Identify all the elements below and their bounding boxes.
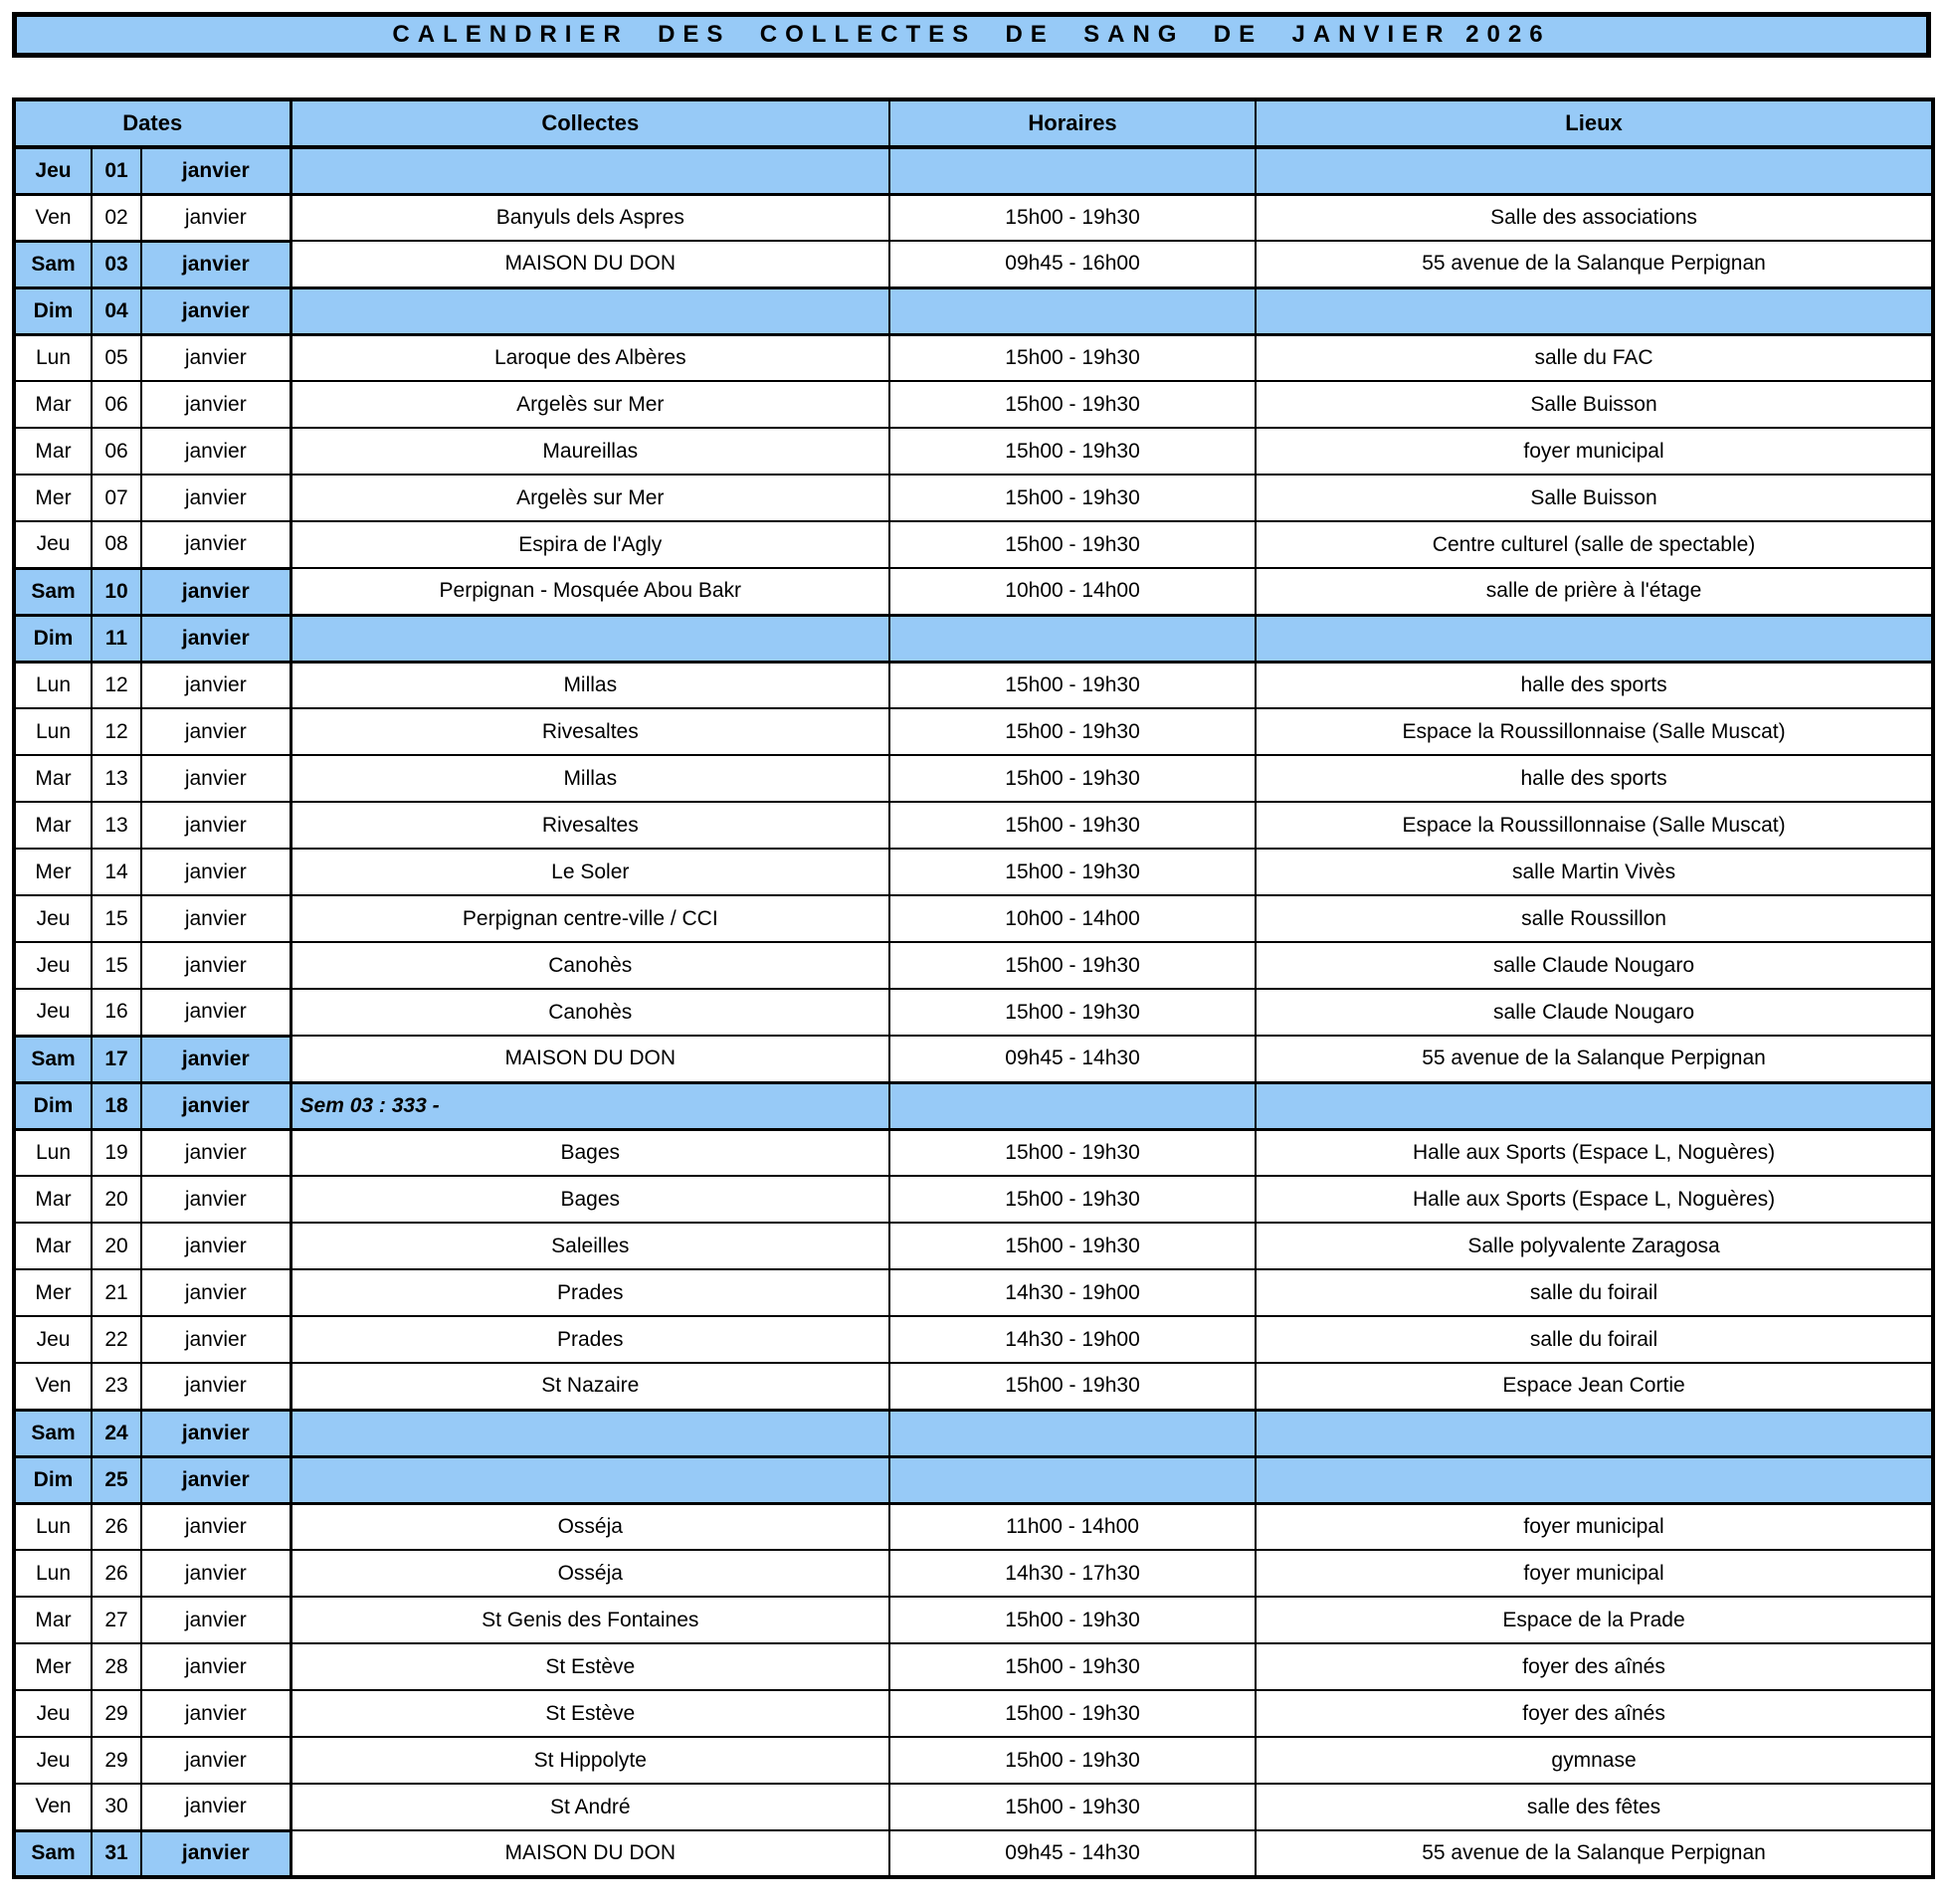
table-row xyxy=(14,1830,1933,1877)
collecte-cell: MAISON DU DON xyxy=(291,1036,889,1082)
horaire-cell: 11h00 - 14h00 xyxy=(889,1503,1256,1550)
collecte-cell: St Genis des Fontaines xyxy=(291,1597,889,1643)
day-cell: Ven xyxy=(14,1363,92,1410)
horaire-cell: 09h45 - 14h30 xyxy=(889,1036,1256,1082)
lieu-cell: Halle aux Sports (Espace L, Noguères) xyxy=(1256,1129,1933,1176)
table-row xyxy=(14,1363,1933,1410)
month-cell: janvier xyxy=(141,989,291,1036)
horaire-cell: 10h00 - 14h00 xyxy=(889,895,1256,942)
lieu-cell xyxy=(1256,1082,1933,1129)
lieu-cell xyxy=(1256,147,1933,194)
collecte-cell: Banyuls dels Aspres xyxy=(291,194,889,241)
table-row xyxy=(14,1456,1933,1503)
horaire-cell xyxy=(889,1410,1256,1456)
lieu-cell: Centre culturel (salle de spectable) xyxy=(1256,521,1933,568)
month-cell: janvier xyxy=(141,708,291,755)
date-number-cell: 26 xyxy=(92,1550,141,1597)
table-row xyxy=(14,1690,1933,1737)
day-cell: Jeu xyxy=(14,147,92,194)
day-cell: Dim xyxy=(14,1456,92,1503)
day-cell: Sam xyxy=(14,1036,92,1082)
month-cell: janvier xyxy=(141,1690,291,1737)
day-cell: Ven xyxy=(14,1784,92,1830)
date-number-cell: 29 xyxy=(92,1690,141,1737)
day-cell: Mar xyxy=(14,1223,92,1269)
table-row xyxy=(14,475,1933,521)
horaire-cell: 15h00 - 19h30 xyxy=(889,849,1256,895)
table-row xyxy=(14,942,1933,989)
lieu-cell: salle Claude Nougaro xyxy=(1256,942,1933,989)
header-lieux: Lieux xyxy=(1256,99,1933,147)
day-cell: Sam xyxy=(14,568,92,615)
lieu-cell: salle du foirail xyxy=(1256,1316,1933,1363)
table-row xyxy=(14,1176,1933,1223)
lieu-cell: salle du foirail xyxy=(1256,1269,1933,1316)
collecte-cell xyxy=(291,287,889,334)
day-cell: Jeu xyxy=(14,1316,92,1363)
horaire-cell: 15h00 - 19h30 xyxy=(889,1129,1256,1176)
table-row xyxy=(14,1223,1933,1269)
date-number-cell: 26 xyxy=(92,1503,141,1550)
lieu-cell xyxy=(1256,615,1933,662)
date-number-cell: 10 xyxy=(92,568,141,615)
table-row xyxy=(14,1503,1933,1550)
collecte-cell: Le Soler xyxy=(291,849,889,895)
month-cell: janvier xyxy=(141,1643,291,1690)
lieu-cell: salle du FAC xyxy=(1256,334,1933,381)
collecte-cell xyxy=(291,615,889,662)
table-body xyxy=(14,147,1933,1877)
month-cell: janvier xyxy=(141,895,291,942)
horaire-cell xyxy=(889,287,1256,334)
month-cell: janvier xyxy=(141,194,291,241)
day-cell: Mar xyxy=(14,381,92,428)
date-number-cell: 07 xyxy=(92,475,141,521)
month-cell: janvier xyxy=(141,1503,291,1550)
table-row xyxy=(14,849,1933,895)
collecte-cell: Bages xyxy=(291,1176,889,1223)
table-row xyxy=(14,1737,1933,1784)
date-number-cell: 27 xyxy=(92,1597,141,1643)
collecte-cell: Prades xyxy=(291,1316,889,1363)
collecte-cell: Prades xyxy=(291,1269,889,1316)
horaire-cell: 15h00 - 19h30 xyxy=(889,989,1256,1036)
day-cell: Lun xyxy=(14,334,92,381)
date-number-cell: 12 xyxy=(92,708,141,755)
lieu-cell: foyer municipal xyxy=(1256,1550,1933,1597)
lieu-cell: Salle Buisson xyxy=(1256,381,1933,428)
table-row xyxy=(14,1129,1933,1176)
date-number-cell: 16 xyxy=(92,989,141,1036)
table-row xyxy=(14,194,1933,241)
table-row xyxy=(14,1316,1933,1363)
lieu-cell: salle Roussillon xyxy=(1256,895,1933,942)
month-cell: janvier xyxy=(141,662,291,708)
collecte-cell: Perpignan centre-ville / CCI xyxy=(291,895,889,942)
lieu-cell: Espace la Roussillonnaise (Salle Muscat) xyxy=(1256,802,1933,849)
day-cell: Sam xyxy=(14,241,92,287)
horaire-cell: 15h00 - 19h30 xyxy=(889,802,1256,849)
day-cell: Mer xyxy=(14,849,92,895)
collecte-cell: St Estève xyxy=(291,1690,889,1737)
date-number-cell: 04 xyxy=(92,287,141,334)
month-cell: janvier xyxy=(141,147,291,194)
horaire-cell: 15h00 - 19h30 xyxy=(889,334,1256,381)
month-cell: janvier xyxy=(141,615,291,662)
table-row xyxy=(14,241,1933,287)
header-collectes: Collectes xyxy=(291,99,889,147)
day-cell: Ven xyxy=(14,194,92,241)
horaire-cell: 15h00 - 19h30 xyxy=(889,1176,1256,1223)
date-number-cell: 19 xyxy=(92,1129,141,1176)
month-cell: janvier xyxy=(141,802,291,849)
day-cell: Jeu xyxy=(14,942,92,989)
collecte-cell: Espira de l'Agly xyxy=(291,521,889,568)
table-row xyxy=(14,708,1933,755)
date-number-cell: 17 xyxy=(92,1036,141,1082)
lieu-cell xyxy=(1256,1456,1933,1503)
day-cell: Jeu xyxy=(14,895,92,942)
table-row xyxy=(14,1597,1933,1643)
lieu-cell: salle des fêtes xyxy=(1256,1784,1933,1830)
date-number-cell: 11 xyxy=(92,615,141,662)
horaire-cell: 15h00 - 19h30 xyxy=(889,755,1256,802)
month-cell: janvier xyxy=(141,1597,291,1643)
month-cell: janvier xyxy=(141,1410,291,1456)
date-number-cell: 25 xyxy=(92,1456,141,1503)
collecte-cell: Argelès sur Mer xyxy=(291,475,889,521)
day-cell: Mar xyxy=(14,1176,92,1223)
table-row xyxy=(14,287,1933,334)
date-number-cell: 06 xyxy=(92,428,141,475)
month-cell: janvier xyxy=(141,1036,291,1082)
collecte-cell xyxy=(291,1410,889,1456)
collecte-cell: St Nazaire xyxy=(291,1363,889,1410)
collecte-cell: Canohès xyxy=(291,989,889,1036)
collecte-cell: Argelès sur Mer xyxy=(291,381,889,428)
horaire-cell: 15h00 - 19h30 xyxy=(889,521,1256,568)
month-cell: janvier xyxy=(141,1830,291,1877)
month-cell: janvier xyxy=(141,381,291,428)
collecte-cell xyxy=(291,1456,889,1503)
month-cell: janvier xyxy=(141,1456,291,1503)
lieu-cell xyxy=(1256,287,1933,334)
table-row xyxy=(14,895,1933,942)
date-number-cell: 28 xyxy=(92,1643,141,1690)
month-cell: janvier xyxy=(141,521,291,568)
lieu-cell: Espace de la Prade xyxy=(1256,1597,1933,1643)
date-number-cell: 13 xyxy=(92,755,141,802)
lieu-cell xyxy=(1256,1410,1933,1456)
month-cell: janvier xyxy=(141,755,291,802)
table-row xyxy=(14,1082,1933,1129)
date-number-cell: 14 xyxy=(92,849,141,895)
horaire-cell: 14h30 - 19h00 xyxy=(889,1316,1256,1363)
table-row xyxy=(14,428,1933,475)
lieu-cell: 55 avenue de la Salanque Perpignan xyxy=(1256,1830,1933,1877)
collectes-table xyxy=(12,97,1935,1879)
table-row xyxy=(14,1269,1933,1316)
collecte-cell: Millas xyxy=(291,755,889,802)
date-number-cell: 20 xyxy=(92,1223,141,1269)
date-number-cell: 01 xyxy=(92,147,141,194)
month-cell: janvier xyxy=(141,1269,291,1316)
collecte-cell: Laroque des Albères xyxy=(291,334,889,381)
month-cell: janvier xyxy=(141,1784,291,1830)
month-cell: janvier xyxy=(141,287,291,334)
horaire-cell: 15h00 - 19h30 xyxy=(889,1737,1256,1784)
table-row xyxy=(14,334,1933,381)
date-number-cell: 29 xyxy=(92,1737,141,1784)
table-header xyxy=(14,99,1933,147)
horaire-cell: 15h00 - 19h30 xyxy=(889,942,1256,989)
header-horaires: Horaires xyxy=(889,99,1256,147)
header-dates: Dates xyxy=(14,99,291,147)
day-cell: Lun xyxy=(14,662,92,708)
lieu-cell: foyer municipal xyxy=(1256,428,1933,475)
horaire-cell: 15h00 - 19h30 xyxy=(889,708,1256,755)
day-cell: Dim xyxy=(14,615,92,662)
date-number-cell: 12 xyxy=(92,662,141,708)
day-cell: Mar xyxy=(14,428,92,475)
day-cell: Dim xyxy=(14,1082,92,1129)
lieu-cell: salle Claude Nougaro xyxy=(1256,989,1933,1036)
table-row xyxy=(14,989,1933,1036)
table-row xyxy=(14,1643,1933,1690)
date-number-cell: 20 xyxy=(92,1176,141,1223)
lieu-cell: foyer des aînés xyxy=(1256,1643,1933,1690)
lieu-cell: Espace Jean Cortie xyxy=(1256,1363,1933,1410)
lieu-cell: Halle aux Sports (Espace L, Noguères) xyxy=(1256,1176,1933,1223)
table-row xyxy=(14,521,1933,568)
table-row xyxy=(14,615,1933,662)
table-row xyxy=(14,147,1933,194)
month-cell: janvier xyxy=(141,1316,291,1363)
date-number-cell: 24 xyxy=(92,1410,141,1456)
month-cell: janvier xyxy=(141,334,291,381)
day-cell: Dim xyxy=(14,287,92,334)
horaire-cell xyxy=(889,147,1256,194)
day-cell: Lun xyxy=(14,1550,92,1597)
day-cell: Mar xyxy=(14,802,92,849)
collecte-cell: Osséja xyxy=(291,1550,889,1597)
day-cell: Mer xyxy=(14,1643,92,1690)
table-row xyxy=(14,1550,1933,1597)
day-cell: Lun xyxy=(14,1503,92,1550)
lieu-cell: Salle Buisson xyxy=(1256,475,1933,521)
horaire-cell xyxy=(889,1456,1256,1503)
lieu-cell: Salle des associations xyxy=(1256,194,1933,241)
horaire-cell: 15h00 - 19h30 xyxy=(889,381,1256,428)
date-number-cell: 03 xyxy=(92,241,141,287)
collecte-cell: Rivesaltes xyxy=(291,708,889,755)
lieu-cell: salle de prière à l'étage xyxy=(1256,568,1933,615)
lieu-cell: halle des sports xyxy=(1256,755,1933,802)
collecte-cell: Rivesaltes xyxy=(291,802,889,849)
title-bar xyxy=(12,12,1931,58)
horaire-cell: 15h00 - 19h30 xyxy=(889,662,1256,708)
horaire-cell: 15h00 - 19h30 xyxy=(889,194,1256,241)
date-number-cell: 02 xyxy=(92,194,141,241)
day-cell: Mar xyxy=(14,1597,92,1643)
month-cell: janvier xyxy=(141,1550,291,1597)
collecte-cell: Maureillas xyxy=(291,428,889,475)
month-cell: janvier xyxy=(141,1129,291,1176)
table-row xyxy=(14,381,1933,428)
collecte-cell: MAISON DU DON xyxy=(291,1830,889,1877)
lieu-cell: Espace la Roussillonnaise (Salle Muscat) xyxy=(1256,708,1933,755)
date-number-cell: 15 xyxy=(92,895,141,942)
collecte-cell: St André xyxy=(291,1784,889,1830)
horaire-cell: 15h00 - 19h30 xyxy=(889,1690,1256,1737)
day-cell: Mer xyxy=(14,475,92,521)
table-row xyxy=(14,1036,1933,1082)
horaire-cell: 15h00 - 19h30 xyxy=(889,1363,1256,1410)
day-cell: Sam xyxy=(14,1830,92,1877)
day-cell: Mer xyxy=(14,1269,92,1316)
day-cell: Jeu xyxy=(14,1690,92,1737)
horaire-cell: 15h00 - 19h30 xyxy=(889,1223,1256,1269)
collecte-cell: Millas xyxy=(291,662,889,708)
header-row xyxy=(14,99,1933,147)
date-number-cell: 18 xyxy=(92,1082,141,1129)
horaire-cell: 15h00 - 19h30 xyxy=(889,1597,1256,1643)
date-number-cell: 08 xyxy=(92,521,141,568)
month-cell: janvier xyxy=(141,428,291,475)
collecte-cell: Sem 03 : 333 - xyxy=(291,1082,889,1129)
collecte-cell: Canohès xyxy=(291,942,889,989)
collecte-cell: St Hippolyte xyxy=(291,1737,889,1784)
collecte-cell: MAISON DU DON xyxy=(291,241,889,287)
day-cell: Jeu xyxy=(14,521,92,568)
month-cell: janvier xyxy=(141,942,291,989)
table-row xyxy=(14,1410,1933,1456)
horaire-cell xyxy=(889,1082,1256,1129)
month-cell: janvier xyxy=(141,1082,291,1129)
day-cell: Lun xyxy=(14,1129,92,1176)
horaire-cell: 15h00 - 19h30 xyxy=(889,1643,1256,1690)
table-row xyxy=(14,568,1933,615)
horaire-cell: 15h00 - 19h30 xyxy=(889,475,1256,521)
table-row xyxy=(14,1784,1933,1830)
date-number-cell: 21 xyxy=(92,1269,141,1316)
date-number-cell: 31 xyxy=(92,1830,141,1877)
date-number-cell: 23 xyxy=(92,1363,141,1410)
month-cell: janvier xyxy=(141,475,291,521)
collecte-cell: St Estève xyxy=(291,1643,889,1690)
month-cell: janvier xyxy=(141,1176,291,1223)
lieu-cell: gymnase xyxy=(1256,1737,1933,1784)
lieu-cell: foyer des aînés xyxy=(1256,1690,1933,1737)
lieu-cell: Salle polyvalente Zaragosa xyxy=(1256,1223,1933,1269)
horaire-cell: 15h00 - 19h30 xyxy=(889,428,1256,475)
day-cell: Lun xyxy=(14,708,92,755)
table-row xyxy=(14,755,1933,802)
table-row xyxy=(14,662,1933,708)
date-number-cell: 15 xyxy=(92,942,141,989)
date-number-cell: 06 xyxy=(92,381,141,428)
lieu-cell: 55 avenue de la Salanque Perpignan xyxy=(1256,241,1933,287)
page-title: CALENDRIER DES COLLECTES DE SANG DE JANVIER 2026 xyxy=(392,21,1551,48)
horaire-cell: 09h45 - 14h30 xyxy=(889,1830,1256,1877)
horaire-cell: 10h00 - 14h00 xyxy=(889,568,1256,615)
month-cell: janvier xyxy=(141,1737,291,1784)
collecte-cell: Bages xyxy=(291,1129,889,1176)
date-number-cell: 05 xyxy=(92,334,141,381)
date-number-cell: 22 xyxy=(92,1316,141,1363)
horaire-cell: 14h30 - 17h30 xyxy=(889,1550,1256,1597)
month-cell: janvier xyxy=(141,1223,291,1269)
lieu-cell: salle Martin Vivès xyxy=(1256,849,1933,895)
collecte-cell: Perpignan - Mosquée Abou Bakr xyxy=(291,568,889,615)
month-cell: janvier xyxy=(141,849,291,895)
date-number-cell: 30 xyxy=(92,1784,141,1830)
month-cell: janvier xyxy=(141,568,291,615)
day-cell: Sam xyxy=(14,1410,92,1456)
collecte-cell: Osséja xyxy=(291,1503,889,1550)
horaire-cell xyxy=(889,615,1256,662)
horaire-cell: 09h45 - 16h00 xyxy=(889,241,1256,287)
horaire-cell: 15h00 - 19h30 xyxy=(889,1784,1256,1830)
lieu-cell: 55 avenue de la Salanque Perpignan xyxy=(1256,1036,1933,1082)
lieu-cell: halle des sports xyxy=(1256,662,1933,708)
date-number-cell: 13 xyxy=(92,802,141,849)
table-row xyxy=(14,802,1933,849)
collecte-cell: Saleilles xyxy=(291,1223,889,1269)
lieu-cell: foyer municipal xyxy=(1256,1503,1933,1550)
day-cell: Jeu xyxy=(14,1737,92,1784)
day-cell: Jeu xyxy=(14,989,92,1036)
month-cell: janvier xyxy=(141,1363,291,1410)
month-cell: janvier xyxy=(141,241,291,287)
horaire-cell: 14h30 - 19h00 xyxy=(889,1269,1256,1316)
day-cell: Mar xyxy=(14,755,92,802)
collecte-cell xyxy=(291,147,889,194)
